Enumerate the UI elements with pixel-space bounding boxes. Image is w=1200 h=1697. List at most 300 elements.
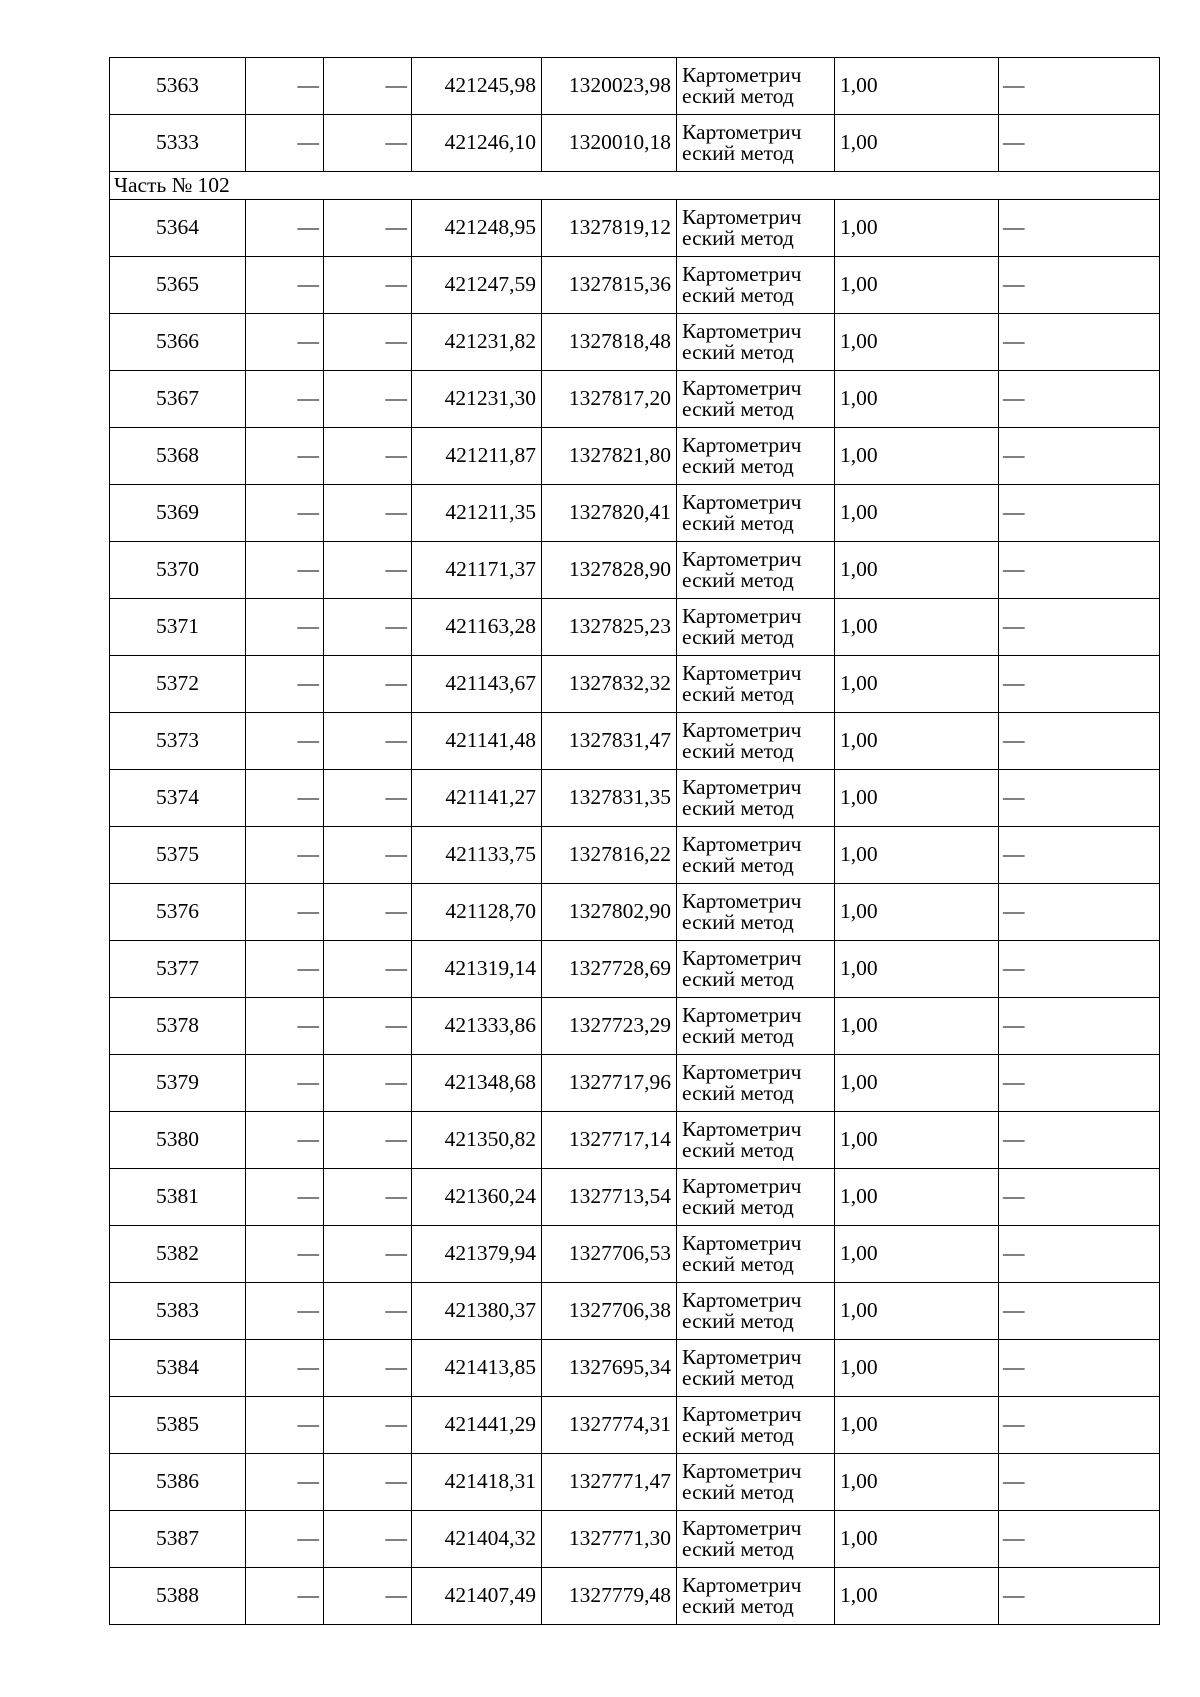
accuracy-cell: 1,00 — [835, 1340, 999, 1397]
coord-x: 421407,49 — [412, 1568, 542, 1625]
point-number: 5371 — [110, 599, 246, 656]
dash-cell-2: — — [324, 485, 412, 542]
dash-cell-1: — — [246, 770, 324, 827]
method-line-2: еский метод — [682, 568, 794, 592]
point-number: 5364 — [110, 200, 246, 257]
method-line-1: Картометрич — [682, 261, 802, 286]
part-row — [110, 172, 1160, 200]
table-row — [110, 314, 1160, 371]
method-cell — [677, 428, 835, 485]
coord-y: 1327706,53 — [542, 1226, 677, 1283]
method-line-2: еский метод — [682, 853, 794, 877]
accuracy-cell: 1,00 — [835, 827, 999, 884]
table-row — [110, 827, 1160, 884]
table-row — [110, 257, 1160, 314]
method-line-1: Картометрич — [682, 204, 802, 229]
dash-cell-2: — — [324, 656, 412, 713]
accuracy-cell: 1,00 — [835, 770, 999, 827]
coord-x: 421360,24 — [412, 1169, 542, 1226]
table-body-top — [110, 58, 1160, 172]
dash-cell-1: — — [246, 656, 324, 713]
dash-cell-1: — — [246, 428, 324, 485]
dash-cell-1: — — [246, 314, 324, 371]
accuracy-cell: 1,00 — [835, 1568, 999, 1625]
note-cell: — — [999, 1112, 1160, 1169]
point-number: 5387 — [110, 1511, 246, 1568]
point-number: 5369 — [110, 485, 246, 542]
method-cell — [677, 1283, 835, 1340]
dash-cell-2: — — [324, 1397, 412, 1454]
method-line-2: еский метод — [682, 1537, 794, 1561]
table-row — [110, 1283, 1160, 1340]
dash-cell-1: — — [246, 1568, 324, 1625]
dash-cell-2: — — [324, 257, 412, 314]
method-line-2: еский метод — [682, 141, 794, 165]
note-cell: — — [999, 314, 1160, 371]
method-cell — [677, 1454, 835, 1511]
coord-x: 421246,10 — [412, 115, 542, 172]
part-title: Часть № 102 — [110, 172, 1160, 200]
method-cell — [677, 1511, 835, 1568]
point-number: 5366 — [110, 314, 246, 371]
coord-x: 421211,87 — [412, 428, 542, 485]
coord-y: 1327713,54 — [542, 1169, 677, 1226]
method-line-1: Картометрич — [682, 546, 802, 571]
coord-x: 421380,37 — [412, 1283, 542, 1340]
method-cell — [677, 770, 835, 827]
point-number: 5379 — [110, 1055, 246, 1112]
accuracy-cell: 1,00 — [835, 1112, 999, 1169]
method-line-1: Картометрич — [682, 1116, 802, 1141]
note-cell: — — [999, 542, 1160, 599]
note-cell: — — [999, 1397, 1160, 1454]
dash-cell-1: — — [246, 115, 324, 172]
dash-cell-2: — — [324, 1055, 412, 1112]
note-cell: — — [999, 770, 1160, 827]
point-number: 5381 — [110, 1169, 246, 1226]
method-cell — [677, 485, 835, 542]
method-line-2: еский метод — [682, 84, 794, 108]
coord-x: 421404,32 — [412, 1511, 542, 1568]
table-row — [110, 656, 1160, 713]
dash-cell-1: — — [246, 998, 324, 1055]
dash-cell-2: — — [324, 827, 412, 884]
method-line-2: еский метод — [682, 397, 794, 421]
method-cell — [677, 115, 835, 172]
coord-y: 1327820,41 — [542, 485, 677, 542]
coord-x: 421133,75 — [412, 827, 542, 884]
point-number: 5365 — [110, 257, 246, 314]
coord-x: 421143,67 — [412, 656, 542, 713]
coord-y: 1327831,35 — [542, 770, 677, 827]
dash-cell-2: — — [324, 941, 412, 998]
method-line-2: еский метод — [682, 1309, 794, 1333]
accuracy-cell: 1,00 — [835, 884, 999, 941]
dash-cell-1: — — [246, 200, 324, 257]
dash-cell-1: — — [246, 257, 324, 314]
dash-cell-2: — — [324, 1340, 412, 1397]
note-cell: — — [999, 58, 1160, 115]
method-line-2: еский метод — [682, 1480, 794, 1504]
method-cell — [677, 257, 835, 314]
method-line-2: еский метод — [682, 340, 794, 364]
coord-y: 1320023,98 — [542, 58, 677, 115]
table-row — [110, 941, 1160, 998]
dash-cell-1: — — [246, 371, 324, 428]
method-line-2: еский метод — [682, 454, 794, 478]
dash-cell-2: — — [324, 770, 412, 827]
accuracy-cell: 1,00 — [835, 713, 999, 770]
coord-x: 421379,94 — [412, 1226, 542, 1283]
coord-y: 1327717,14 — [542, 1112, 677, 1169]
method-line-1: Картометрич — [682, 1230, 802, 1255]
method-line-2: еский метод — [682, 1423, 794, 1447]
method-line-1: Картометрич — [682, 489, 802, 514]
method-cell — [677, 1226, 835, 1283]
table-row — [110, 1055, 1160, 1112]
note-cell: — — [999, 941, 1160, 998]
accuracy-cell: 1,00 — [835, 257, 999, 314]
note-cell: — — [999, 485, 1160, 542]
accuracy-cell: 1,00 — [835, 200, 999, 257]
dash-cell-1: — — [246, 1454, 324, 1511]
method-line-2: еский метод — [682, 910, 794, 934]
note-cell: — — [999, 371, 1160, 428]
table-row — [110, 428, 1160, 485]
point-number: 5386 — [110, 1454, 246, 1511]
coord-y: 1327779,48 — [542, 1568, 677, 1625]
method-line-2: еский метод — [682, 1366, 794, 1390]
table-body-main — [110, 200, 1160, 1625]
table-row — [110, 770, 1160, 827]
table-row — [110, 599, 1160, 656]
accuracy-cell: 1,00 — [835, 428, 999, 485]
method-cell — [677, 1340, 835, 1397]
coord-y: 1327825,23 — [542, 599, 677, 656]
note-cell: — — [999, 1454, 1160, 1511]
note-cell: — — [999, 713, 1160, 770]
accuracy-cell: 1,00 — [835, 1511, 999, 1568]
method-cell — [677, 371, 835, 428]
table-row — [110, 485, 1160, 542]
table-row — [110, 542, 1160, 599]
table-row — [110, 200, 1160, 257]
accuracy-cell: 1,00 — [835, 1169, 999, 1226]
note-cell: — — [999, 1226, 1160, 1283]
coord-y: 1327831,47 — [542, 713, 677, 770]
table-row — [110, 1169, 1160, 1226]
point-number: 5333 — [110, 115, 246, 172]
dash-cell-2: — — [324, 998, 412, 1055]
method-cell — [677, 58, 835, 115]
point-number: 5363 — [110, 58, 246, 115]
method-cell — [677, 884, 835, 941]
accuracy-cell: 1,00 — [835, 1454, 999, 1511]
accuracy-cell: 1,00 — [835, 58, 999, 115]
method-line-1: Картометрич — [682, 774, 802, 799]
method-cell — [677, 1112, 835, 1169]
accuracy-cell: 1,00 — [835, 1397, 999, 1454]
method-cell — [677, 1397, 835, 1454]
method-line-2: еский метод — [682, 226, 794, 250]
accuracy-cell: 1,00 — [835, 1283, 999, 1340]
method-line-1: Картометрич — [682, 1002, 802, 1027]
coord-y: 1327819,12 — [542, 200, 677, 257]
coord-x: 421141,48 — [412, 713, 542, 770]
table-row — [110, 1397, 1160, 1454]
table-row — [110, 1454, 1160, 1511]
point-number: 5377 — [110, 941, 246, 998]
dash-cell-1: — — [246, 485, 324, 542]
method-line-1: Картометрич — [682, 1572, 802, 1597]
dash-cell-2: — — [324, 713, 412, 770]
method-line-1: Картометрич — [682, 432, 802, 457]
point-number: 5383 — [110, 1283, 246, 1340]
table-row — [110, 1568, 1160, 1625]
method-line-1: Картометрич — [682, 1344, 802, 1369]
coord-y: 1327771,30 — [542, 1511, 677, 1568]
note-cell: — — [999, 1169, 1160, 1226]
method-line-2: еский метод — [682, 1252, 794, 1276]
accuracy-cell: 1,00 — [835, 1226, 999, 1283]
dash-cell-1: — — [246, 1511, 324, 1568]
dash-cell-1: — — [246, 58, 324, 115]
dash-cell-1: — — [246, 1283, 324, 1340]
dash-cell-1: — — [246, 1169, 324, 1226]
table-row — [110, 371, 1160, 428]
coord-x: 421333,86 — [412, 998, 542, 1055]
point-number: 5370 — [110, 542, 246, 599]
coord-x: 421247,59 — [412, 257, 542, 314]
accuracy-cell: 1,00 — [835, 1055, 999, 1112]
note-cell: — — [999, 884, 1160, 941]
table-row — [110, 58, 1160, 115]
coordinates-table — [109, 57, 1160, 1625]
method-line-1: Картометрич — [682, 119, 802, 144]
coord-y: 1327832,32 — [542, 656, 677, 713]
coord-y: 1327771,47 — [542, 1454, 677, 1511]
coord-x: 421163,28 — [412, 599, 542, 656]
point-number: 5373 — [110, 713, 246, 770]
method-line-1: Картометрич — [682, 717, 802, 742]
method-line-2: еский метод — [682, 1081, 794, 1105]
method-cell — [677, 656, 835, 713]
note-cell: — — [999, 998, 1160, 1055]
accuracy-cell: 1,00 — [835, 371, 999, 428]
method-cell — [677, 1169, 835, 1226]
table-row — [110, 713, 1160, 770]
dash-cell-1: — — [246, 1226, 324, 1283]
method-cell — [677, 314, 835, 371]
coord-y: 1327723,29 — [542, 998, 677, 1055]
coord-x: 421231,82 — [412, 314, 542, 371]
method-line-2: еский метод — [682, 511, 794, 535]
note-cell: — — [999, 1568, 1160, 1625]
method-line-2: еский метод — [682, 1138, 794, 1162]
method-cell — [677, 998, 835, 1055]
method-cell — [677, 1568, 835, 1625]
dash-cell-2: — — [324, 428, 412, 485]
method-line-2: еский метод — [682, 283, 794, 307]
note-cell: — — [999, 1511, 1160, 1568]
accuracy-cell: 1,00 — [835, 485, 999, 542]
dash-cell-1: — — [246, 713, 324, 770]
method-line-2: еский метод — [682, 682, 794, 706]
coord-y: 1327706,38 — [542, 1283, 677, 1340]
dash-cell-2: — — [324, 1169, 412, 1226]
dash-cell-2: — — [324, 1112, 412, 1169]
method-line-1: Картометрич — [682, 318, 802, 343]
note-cell: — — [999, 200, 1160, 257]
dash-cell-1: — — [246, 1340, 324, 1397]
dash-cell-2: — — [324, 1454, 412, 1511]
point-number: 5367 — [110, 371, 246, 428]
coord-x: 421413,85 — [412, 1340, 542, 1397]
accuracy-cell: 1,00 — [835, 656, 999, 713]
coord-y: 1327728,69 — [542, 941, 677, 998]
note-cell: — — [999, 428, 1160, 485]
method-line-2: еский метод — [682, 625, 794, 649]
coord-x: 421350,82 — [412, 1112, 542, 1169]
method-line-1: Картометрич — [682, 1515, 802, 1540]
coord-x: 421441,29 — [412, 1397, 542, 1454]
dash-cell-2: — — [324, 1226, 412, 1283]
table-row — [110, 115, 1160, 172]
accuracy-cell: 1,00 — [835, 542, 999, 599]
note-cell: — — [999, 656, 1160, 713]
coord-y: 1327802,90 — [542, 884, 677, 941]
method-cell — [677, 941, 835, 998]
method-line-1: Картометрич — [682, 1401, 802, 1426]
note-cell: — — [999, 1340, 1160, 1397]
point-number: 5382 — [110, 1226, 246, 1283]
method-cell — [677, 827, 835, 884]
method-cell — [677, 713, 835, 770]
accuracy-cell: 1,00 — [835, 998, 999, 1055]
coord-y: 1327828,90 — [542, 542, 677, 599]
method-line-2: еский метод — [682, 1024, 794, 1048]
note-cell: — — [999, 257, 1160, 314]
coord-x: 421245,98 — [412, 58, 542, 115]
dash-cell-2: — — [324, 1511, 412, 1568]
accuracy-cell: 1,00 — [835, 314, 999, 371]
method-line-1: Картометрич — [682, 375, 802, 400]
coord-y: 1327817,20 — [542, 371, 677, 428]
method-cell — [677, 1055, 835, 1112]
coord-y: 1327717,96 — [542, 1055, 677, 1112]
dash-cell-1: — — [246, 1397, 324, 1454]
coord-x: 421128,70 — [412, 884, 542, 941]
point-number: 5388 — [110, 1568, 246, 1625]
dash-cell-1: — — [246, 1055, 324, 1112]
table-row — [110, 998, 1160, 1055]
accuracy-cell: 1,00 — [835, 941, 999, 998]
accuracy-cell: 1,00 — [835, 115, 999, 172]
method-line-1: Картометрич — [682, 1059, 802, 1084]
point-number: 5378 — [110, 998, 246, 1055]
dash-cell-2: — — [324, 1283, 412, 1340]
method-line-2: еский метод — [682, 967, 794, 991]
coord-y: 1327695,34 — [542, 1340, 677, 1397]
table-row — [110, 1340, 1160, 1397]
coord-x: 421211,35 — [412, 485, 542, 542]
point-number: 5375 — [110, 827, 246, 884]
table-row — [110, 884, 1160, 941]
coord-y: 1327816,22 — [542, 827, 677, 884]
dash-cell-2: — — [324, 1568, 412, 1625]
coord-x: 421418,31 — [412, 1454, 542, 1511]
coord-y: 1327821,80 — [542, 428, 677, 485]
coord-x: 421141,27 — [412, 770, 542, 827]
coord-y: 1320010,18 — [542, 115, 677, 172]
dash-cell-2: — — [324, 371, 412, 428]
dash-cell-1: — — [246, 941, 324, 998]
note-cell: — — [999, 115, 1160, 172]
point-number: 5380 — [110, 1112, 246, 1169]
coord-y: 1327774,31 — [542, 1397, 677, 1454]
dash-cell-1: — — [246, 884, 324, 941]
table-row — [110, 1511, 1160, 1568]
point-number: 5384 — [110, 1340, 246, 1397]
point-number: 5372 — [110, 656, 246, 713]
dash-cell-2: — — [324, 58, 412, 115]
part-header-section — [110, 172, 1160, 200]
dash-cell-2: — — [324, 115, 412, 172]
dash-cell-2: — — [324, 599, 412, 656]
method-line-1: Картометрич — [682, 888, 802, 913]
note-cell: — — [999, 1283, 1160, 1340]
dash-cell-1: — — [246, 542, 324, 599]
note-cell: — — [999, 1055, 1160, 1112]
table-row — [110, 1112, 1160, 1169]
dash-cell-1: — — [246, 1112, 324, 1169]
dash-cell-2: — — [324, 884, 412, 941]
method-line-2: еский метод — [682, 796, 794, 820]
coord-x: 421248,95 — [412, 200, 542, 257]
note-cell: — — [999, 599, 1160, 656]
dash-cell-1: — — [246, 599, 324, 656]
method-line-1: Картометрич — [682, 831, 802, 856]
method-line-1: Картометрич — [682, 603, 802, 628]
coord-y: 1327818,48 — [542, 314, 677, 371]
coord-y: 1327815,36 — [542, 257, 677, 314]
method-line-2: еский метод — [682, 1594, 794, 1618]
method-line-1: Картометрич — [682, 1287, 802, 1312]
method-line-2: еский метод — [682, 1195, 794, 1219]
method-cell — [677, 542, 835, 599]
accuracy-cell: 1,00 — [835, 599, 999, 656]
method-line-1: Картометрич — [682, 1458, 802, 1483]
method-line-1: Картометрич — [682, 1173, 802, 1198]
method-cell — [677, 599, 835, 656]
point-number: 5385 — [110, 1397, 246, 1454]
dash-cell-2: — — [324, 542, 412, 599]
table-row — [110, 1226, 1160, 1283]
method-line-2: еский метод — [682, 739, 794, 763]
point-number: 5368 — [110, 428, 246, 485]
dash-cell-2: — — [324, 314, 412, 371]
note-cell: — — [999, 827, 1160, 884]
method-line-1: Картометрич — [682, 660, 802, 685]
method-cell — [677, 200, 835, 257]
dash-cell-2: — — [324, 200, 412, 257]
method-line-1: Картометрич — [682, 945, 802, 970]
method-line-1: Картометрич — [682, 62, 802, 87]
coord-x: 421231,30 — [412, 371, 542, 428]
point-number: 5374 — [110, 770, 246, 827]
point-number: 5376 — [110, 884, 246, 941]
coord-x: 421348,68 — [412, 1055, 542, 1112]
